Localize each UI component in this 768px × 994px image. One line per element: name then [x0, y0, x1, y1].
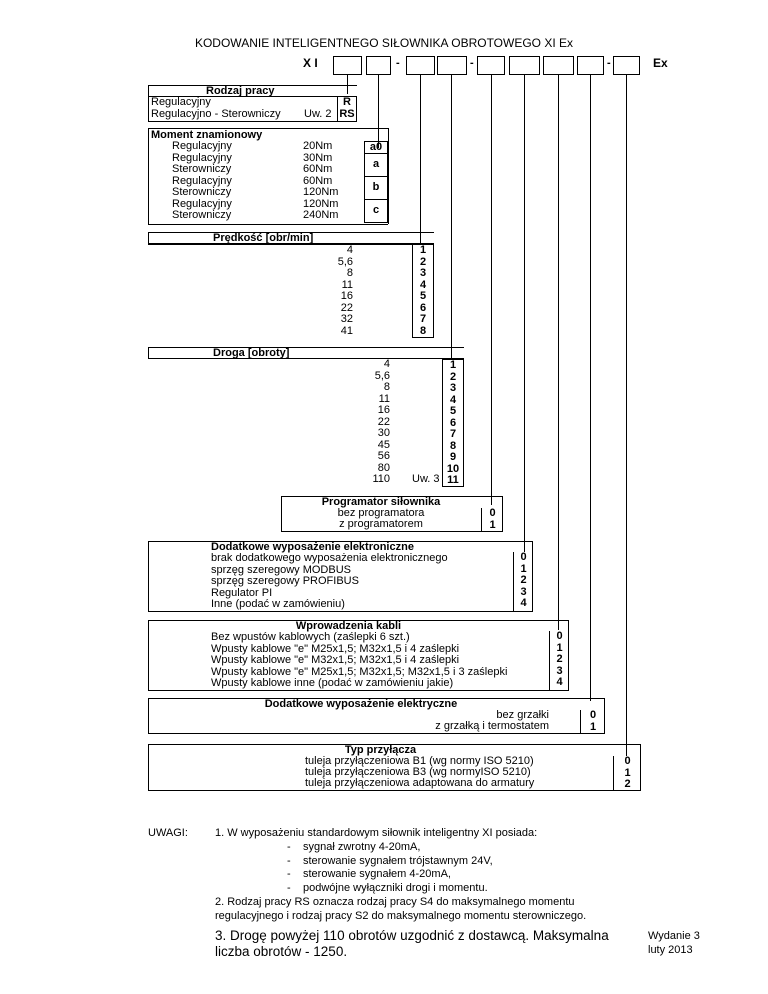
elektroniczne-code: 3 [520, 585, 527, 598]
elektroniczne-row: Inne (podać w zamówieniu) [211, 598, 345, 610]
predkosc-code: 6 [419, 301, 427, 314]
predkosc-code: 7 [419, 313, 427, 325]
kable-code: 2 [556, 653, 563, 665]
rodzaj-row-label: Regulacyjny [151, 96, 211, 108]
moment-value: 240Nm [303, 209, 339, 221]
droga-value: 11 [378, 392, 390, 405]
elektroniczne-code: 4 [520, 597, 527, 609]
moment-code: a [372, 158, 380, 170]
droga-value: 8 [383, 381, 390, 393]
bullet-mark: - [287, 882, 291, 894]
predkosc-code: 8 [419, 324, 427, 337]
code-slot-rodzaj [333, 56, 362, 75]
droga-note: Uw. 3 [412, 473, 440, 485]
droga-value: 80 [377, 461, 390, 474]
programator-code: 1 [489, 518, 496, 531]
code-slot-programator [477, 56, 505, 75]
uwagi-note-2-cont: regulacyjnego i rodzaj pracy S2 do maksymalnego momentu sterowniczego. [215, 910, 587, 922]
predkosc-value: 41 [340, 324, 353, 337]
bullet-mark: - [287, 868, 291, 880]
moment-code: c [372, 204, 380, 216]
predkosc-value: 16 [340, 290, 353, 302]
predkosc-value: 4 [346, 244, 353, 256]
przylacze-row: tuleja przyłączeniowa B1 (wg normy ISO 5210) [305, 755, 534, 767]
przylacze-code: 0 [624, 755, 631, 767]
droga-code: 3 [449, 382, 457, 394]
edition-date: luty 2013 [648, 944, 693, 956]
uwagi-bullet: sterowanie sygnałem 4-20mA, [303, 868, 451, 880]
programator-header: Programator siłownika [321, 496, 441, 508]
elektroniczne-code: 0 [520, 551, 527, 563]
elektroniczne-row: sprzęg szeregowy PROFIBUS [211, 575, 359, 587]
page-title: KODOWANIE INTELIGENTNEGO SIŁOWNIKA OBROTOWEGO XI Ex [194, 36, 574, 50]
connector-line [491, 75, 492, 505]
kable-row: Wpusty kablowe "e" M25x1,5; M32x1,5; M32x1,5 i 3 zaślepki [211, 665, 508, 678]
moment-bottom-line [148, 224, 388, 225]
code-dash: - [470, 57, 474, 69]
elektroniczne-codes [513, 552, 533, 612]
droga-code: 5 [449, 405, 457, 417]
droga-value: 5,6 [374, 369, 390, 382]
uwagi-bullet: sterowanie sygnałem trójstawnym 24V, [303, 855, 493, 867]
uwagi-label: UWAGI: [148, 827, 188, 839]
code-prefix: X I [303, 56, 318, 70]
przylacze-row: tuleja przyłączeniowa adaptowana do armatury [305, 777, 535, 789]
predkosc-codes [412, 244, 434, 338]
rodzaj-header: Rodzaj pracy [206, 85, 275, 97]
moment-value: 60Nm [303, 163, 333, 175]
predkosc-code: 1 [419, 244, 427, 256]
droga-code: 10 [446, 462, 460, 475]
programator-codes [481, 508, 503, 532]
connector-line [558, 75, 559, 630]
droga-value: 22 [377, 415, 390, 428]
elektroniczne-code: 1 [520, 562, 527, 575]
elektroniczne-row: brak dodatkowego wyposażenia elektronicznego [211, 552, 448, 564]
kable-code: 1 [556, 641, 563, 654]
predkosc-value: 8 [346, 267, 353, 279]
programator-row: z programatorem [339, 518, 423, 530]
code-dash: - [607, 57, 611, 69]
moment-code: b [372, 181, 380, 193]
moment-code-divider [364, 176, 388, 177]
droga-value: 4 [383, 358, 390, 370]
przylacze-header: Typ przyłącza [344, 744, 417, 756]
uwagi-note-2: 2. Rodzaj pracy RS oznacza rodzaj pracy S4 do maksymalnego momentu [215, 896, 575, 908]
predkosc-value: 32 [340, 313, 353, 325]
elektroniczne-row: sprzęg szeregowy MODBUS [211, 563, 351, 576]
connector-line [590, 75, 591, 701]
kable-row: Wpusty kablowe "e" M25x1,5; M32x1,5 i 4 zaślepki [211, 642, 460, 655]
predkosc-value: 5,6 [337, 255, 353, 268]
code-dash: - [396, 57, 400, 69]
droga-code: 1 [449, 359, 457, 371]
kable-code: 4 [556, 676, 563, 688]
kable-header: Wprowadzenia kabli [295, 620, 402, 632]
uwagi-bullet: sygnał zwrotny 4-20mA, [303, 841, 421, 853]
moment-value: 120Nm [303, 197, 339, 210]
droga-values [350, 359, 390, 486]
elektroniczne-rows [211, 553, 448, 611]
predkosc-value: 22 [340, 301, 353, 314]
droga-header: Droga [obroty] [213, 347, 290, 359]
uwagi-bullet: podwójne wyłączniki drogi i momentu. [303, 882, 488, 894]
kable-rows [211, 632, 507, 690]
moment-code: a0 [369, 141, 383, 153]
code-slot-elektroniczne [509, 56, 540, 75]
moment-label: Regulacyjny [172, 174, 232, 187]
kable-codes [549, 631, 569, 691]
kable-row: Wpusty kablowe "e" M32x1,5; M32x1,5 i 4 zaślepki [211, 654, 460, 666]
predkosc-line [148, 244, 434, 245]
elektroniczne-header: Dodatkowe wyposażenie elektroniczne [211, 541, 414, 553]
moment-value: 30Nm [303, 151, 333, 164]
elektryczne-code: 1 [589, 720, 597, 733]
code-slot-kable [543, 56, 574, 75]
predkosc-value: 11 [341, 278, 353, 291]
kable-code: 3 [556, 664, 563, 677]
moment-label: Sterowniczy [172, 163, 232, 175]
elektryczne-header: Dodatkowe wyposażenie elektryczne [264, 698, 458, 710]
droga-code: 4 [449, 393, 457, 406]
kable-code: 0 [556, 630, 563, 642]
edition-number: Wydanie 3 [648, 930, 700, 942]
code-slot-elektryczne [577, 56, 604, 75]
droga-header-box [148, 347, 464, 359]
programator-row: bez programatora [337, 507, 425, 519]
elektroniczne-code: 2 [520, 574, 527, 586]
moment-label: Regulacyjny [172, 151, 232, 164]
elektryczne-row: bez grzałki [496, 709, 549, 721]
przylacze-codes [613, 756, 641, 791]
droga-code: 7 [449, 428, 457, 440]
moment-label: Sterowniczy [172, 209, 232, 221]
kable-row: Bez wpustów kablowych (zaślepki 6 szt.) [211, 631, 410, 643]
elektryczne-row: z grzałką i termostatem [435, 720, 549, 732]
uwagi-note-3-cont: liczba obrotów - 1250. [215, 944, 348, 959]
moment-label: Sterowniczy [172, 186, 232, 198]
droga-value: 56 [377, 450, 390, 462]
droga-value: 30 [377, 427, 390, 439]
moment-code-divider [364, 199, 388, 200]
kable-row: Wpusty kablowe inne (podać w zamówieniu jakie) [211, 677, 454, 689]
droga-code: 9 [449, 451, 457, 463]
connector-line [420, 75, 421, 243]
predkosc-code: 3 [419, 267, 427, 279]
moment-labels [172, 141, 232, 222]
moment-right-line [388, 128, 389, 224]
predkosc-values [300, 245, 353, 337]
bullet-mark: - [287, 841, 291, 853]
predkosc-code: 4 [419, 278, 427, 291]
droga-value: 45 [377, 438, 390, 451]
predkosc-header: Prędkość [obr/min] [213, 232, 314, 244]
droga-value: 16 [377, 404, 390, 416]
code-slot-przylacze [613, 56, 640, 75]
programator-code: 0 [489, 507, 496, 519]
przylacze-code: 1 [624, 766, 631, 779]
predkosc-code: 2 [419, 255, 427, 268]
rodzaj-row-code: RS [339, 108, 355, 120]
rodzaj-row-note: Uw. 2 [304, 108, 332, 120]
moment-value: 20Nm [303, 140, 333, 152]
moment-label: Regulacyjny [172, 140, 232, 152]
rodzaj-row-label: Regulacyjno - Sterowniczy [151, 108, 281, 120]
connector-line [451, 75, 452, 359]
connector-line [524, 75, 525, 552]
connector-line [626, 75, 627, 756]
predkosc-code: 5 [419, 290, 427, 302]
elektroniczne-row: Regulator PI [211, 586, 273, 599]
uwagi-note-1: 1. W wyposażeniu standardowym siłownik inteligentny XI posiada: [215, 827, 538, 839]
moment-label: Regulacyjny [172, 197, 232, 210]
bullet-mark: - [287, 855, 291, 867]
elektryczne-codes [580, 710, 605, 734]
droga-code: 2 [449, 370, 457, 383]
code-slot-droga [437, 56, 467, 75]
moment-value: 120Nm [303, 186, 339, 198]
przylacze-row: tuleja przyłączeniowa B3 (wg normyISO 5210) [305, 766, 531, 778]
droga-code: 11 [447, 474, 459, 486]
moment-values [303, 141, 338, 222]
droga-code: 8 [449, 439, 457, 452]
droga-code: 6 [449, 416, 457, 429]
code-suffix: Ex [653, 56, 668, 70]
uwagi-note-3: 3. Drogę powyżej 110 obrotów uzgodnić z dostawcą. Maksymalna [215, 928, 609, 943]
elektryczne-code: 0 [589, 709, 597, 721]
rodzaj-row-code: R [343, 96, 351, 108]
moment-header: Moment znamionowy [151, 129, 263, 141]
droga-codes [442, 359, 464, 487]
moment-value: 60Nm [303, 174, 333, 187]
code-slot-moment [366, 56, 391, 75]
przylacze-code: 2 [624, 778, 631, 790]
droga-value: 110 [372, 473, 390, 485]
code-slot-predkosc [406, 56, 435, 75]
